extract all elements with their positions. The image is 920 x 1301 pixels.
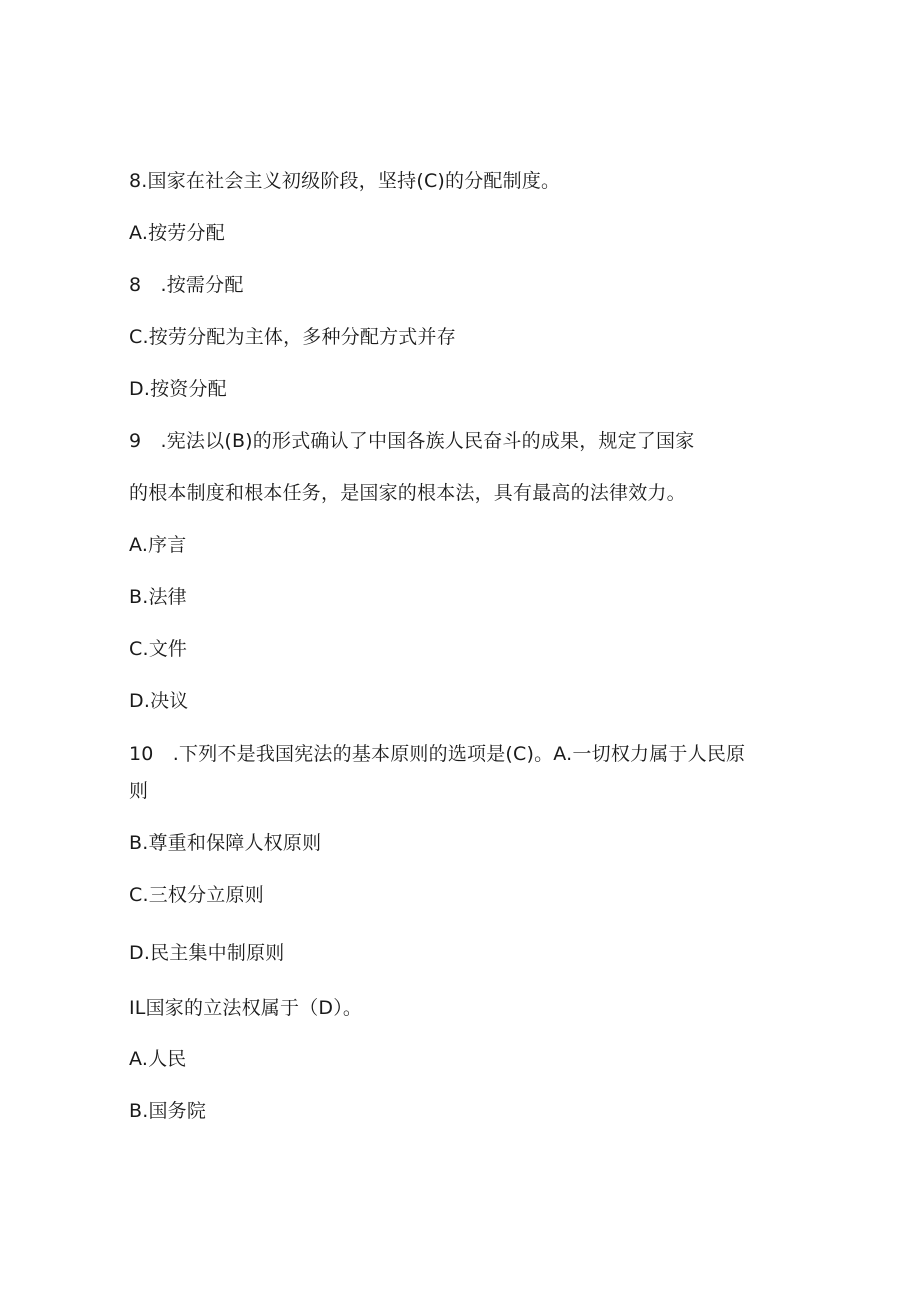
question-11-option-a: A.人民 (129, 1048, 187, 1070)
question-9-stem-line-1: 9 .宪法以(B)的形式确认了中国各族人民奋斗的成果，规定了国家 (129, 430, 695, 452)
question-10-stem-line-2: 则 (129, 780, 149, 802)
question-9-option-b: B.法律 (129, 586, 187, 608)
question-9-stem-line-2: 的根本制度和根本任务，是国家的根本法，具有最高的法律效力。 (129, 482, 686, 504)
question-9-option-a: A.序言 (129, 534, 187, 556)
question-8-option-b: 8 .按需分配 (129, 274, 244, 296)
question-11-stem: IL国家的立法权属于（D）。 (129, 997, 363, 1019)
question-8-stem: 8.国家在社会主义初级阶段，坚持(C)的分配制度。 (129, 170, 561, 192)
question-9-option-c: C.文件 (129, 638, 188, 660)
question-10-stem-line-1: 10 .下列不是我国宪法的基本原则的选项是(C)。A.一切权力属于人民原 (129, 743, 746, 765)
question-10-option-c: C.三权分立原则 (129, 884, 264, 906)
question-10-option-d: D.民主集中制原则 (129, 942, 285, 964)
question-11-option-b: B.国务院 (129, 1100, 207, 1122)
question-8-option-c: C.按劳分配为主体，多种分配方式并存 (129, 326, 456, 348)
question-9-option-d: D.决议 (129, 690, 189, 712)
question-10-option-b: B.尊重和保障人权原则 (129, 832, 322, 854)
question-8-option-d: D.按资分配 (129, 378, 227, 400)
question-8-option-a: A.按劳分配 (129, 222, 225, 244)
